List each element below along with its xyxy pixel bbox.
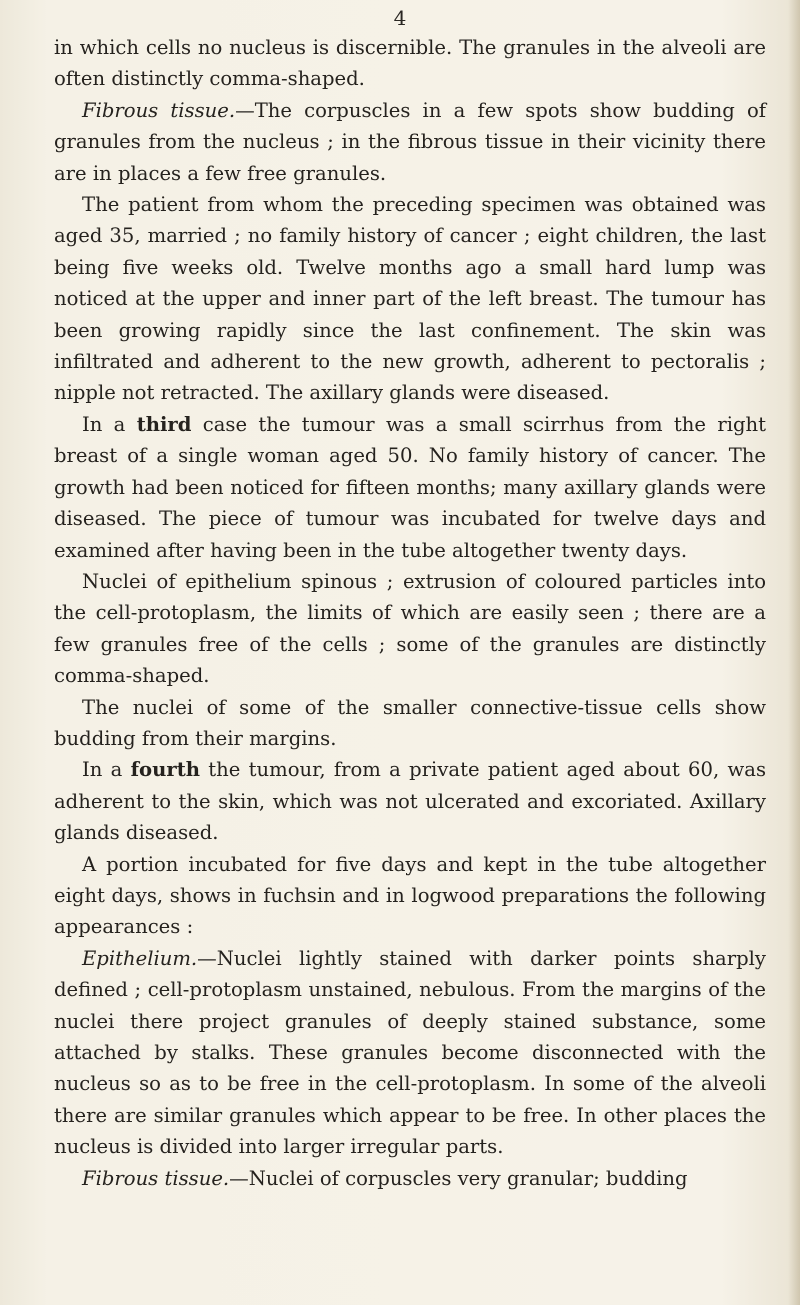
paragraph-2-body: —The corpuscles in a few spots show budding of granules from the nucleus ; in the fibrous tissue in their vicinity there are in places a few free granules. <box>54 98 766 185</box>
paragraph-7-before: In a <box>82 758 131 782</box>
paragraph-4 <box>54 409 766 566</box>
paragraph-3: The patient from whom the preceding specimen was obtained was aged 35, married ; no family history of cancer ; eight children, the last being five weeks old. Twelve months ago a small hard lump was noticed at the upper and inner part of the left breast. The tumour has been growing rapidly since the last confinement. The skin was infiltrated and adherent to the new growth, adherent to pectoralis ; nipple not retracted. The axillary glands were diseased. <box>54 193 766 405</box>
paragraph-6: The nuclei of some of the smaller connective-tissue cells show budding from their margins. <box>54 695 766 750</box>
paragraph-10 <box>54 1163 766 1194</box>
paragraph-2-heading: Fibrous tissue. <box>82 98 236 122</box>
page-number: 4 <box>393 6 407 30</box>
paragraph-7 <box>54 754 766 848</box>
paragraph-9-heading: Epithelium. <box>82 946 198 970</box>
paragraph-10-body: —Nuclei of corpuscles very granular; budding <box>229 1166 688 1190</box>
paragraph-7-emphasis: fourth <box>130 758 200 782</box>
paragraph-9-body: —Nuclei lightly stained with darker points sharply defined ; cell-protoplasm unstained, nebulous. From the margins of the nuclei there project granules of deeply stained substance, some attached by stalks. These granules become disconnected with the nucleus so as to be free in the cell-protoplasm. In some of the alveoli there are similar granules which appear to be free. In other places the nucleus is divided into larger irregular parts. <box>54 946 766 1159</box>
paragraph-7-after: the tumour, from a private patient aged about 60, was adherent to the skin, which was not ulcerated and excoriated. Axillary glands diseased. <box>54 758 766 845</box>
paragraph-4-before: In a <box>82 412 137 436</box>
paragraph-4-emphasis: third <box>136 412 192 436</box>
paragraph-9 <box>54 943 766 1163</box>
paragraph-4-after: case the tumour was a small scirrhus from the right breast of a single woman aged 50. No family history of cancer. The growth had been noticed for fifteen months; many axillary glands were diseased. The piece of tumour was incubated for twelve days and examined after having been in the tube altogether twenty days. <box>54 412 766 562</box>
paragraph-8: A portion incubated for five days and kept in the tube altogether eight days, shows in fuchsin and in logwood preparations the following appearances : <box>54 852 766 939</box>
paragraph-5: Nuclei of epithelium spinous ; extrusion of coloured particles into the cell-protoplasm, the limits of which are easily seen ; there are a few granules free of the cells ; some of the granules are distinctly comma-shaped. <box>54 569 766 688</box>
paragraph-1: in which cells no nucleus is discernible. The granules in the alveoli are often distinctly comma-shaped. <box>54 36 766 91</box>
paragraph-10-heading: Fibrous tissue. <box>82 1166 230 1190</box>
paragraph-2 <box>54 95 766 189</box>
page-edge-shadow <box>788 0 800 1305</box>
body-text <box>54 32 766 1194</box>
